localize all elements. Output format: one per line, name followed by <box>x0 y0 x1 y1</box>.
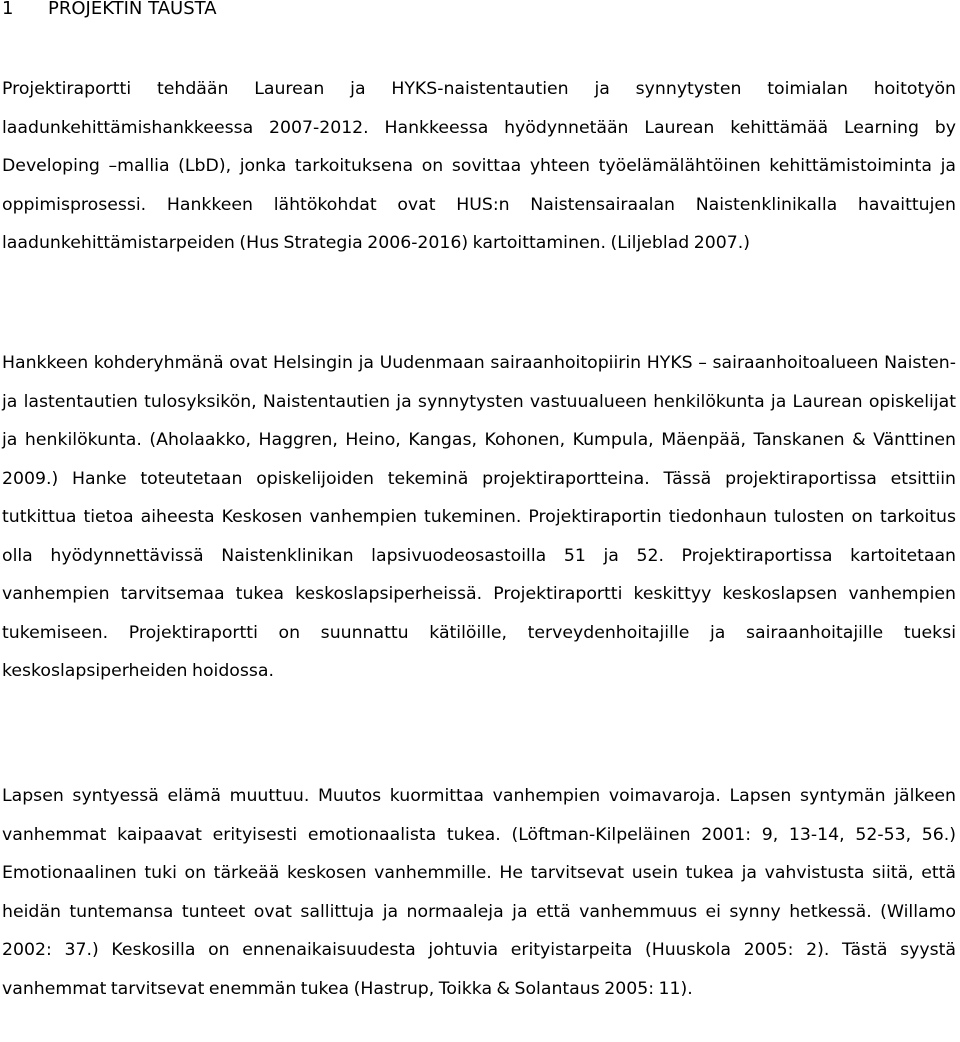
section-number: 1 <box>2 0 14 19</box>
section-title: PROJEKTIN TAUSTA <box>48 0 217 19</box>
paragraph-target-group: Hankkeen kohderyhmänä ovat Helsingin ja Uudenmaan sairaanhoitopiirin HYKS – sairaanhoitoalueen Naisten- ja lastentautien tulosyksikön, Naistentautien ja synnytysten vastuualueen henkilökunta ja Laurean opiskelijat ja henkilökunta. (Aholaakko, Haggren, Heino, Kangas, Kohonen, Kumpula, Mäenpää, Tanskanen & Vänttinen 2009.) Hanke toteutetaan opiskelijoiden tekeminä projektiraportteina. Tässä projektiraportissa etsittiin tutkittua tietoa aiheesta Keskosen vanhempien tukeminen. Projektiraportin tiedonhaun tulosten on tarkoitus olla hyödynnettävissä Naistenklinikan lapsivuodeosastoilla 51 ja 52. Projektiraportissa kartoitetaan vanhempien tarvitsemaa tukea keskoslapsiperheissä. Projektiraportti keskittyy keskoslapsen vanhempien tukemiseen. Projektiraportti on suunnattu kätilöille, terveydenhoitajille ja sairaanhoitajille tueksi keskoslapsiperheiden hoidossa. <box>2 353 956 681</box>
paragraph-project-background: Projektiraportti tehdään Laurean ja HYKS-naistentautien ja synnytysten toimialan hoitotyön laadunkehittämishankkeessa 2007-2012. Hankkeessa hyödynnetään Laurean kehittämää Learning by Developing –mallia (LbD), jonka tarkoituksena on sovittaa yhteen työelämälähtöinen kehittämistoiminta ja oppimisprosessi. Hankkeen lähtökohdat ovat HUS:n Naistensairaalan Naistenklinikalla havaittujen laadunkehittämistarpeiden (Hus Strategia 2006-2016) kartoittaminen. (Liljeblad 2007.) <box>2 79 956 253</box>
paragraph-parent-support: Lapsen syntyessä elämä muuttuu. Muutos kuormittaa vanhempien voimavaroja. Lapsen syntymän jälkeen vanhemmat kaipaavat erityisesti emotionaalista tukea. (Löftman-Kilpeläinen 2001: 9, 13-14, 52-53, 56.) Emotionaalinen tuki on tärkeää keskosen vanhemmille. He tarvitsevat usein tukea ja vahvistusta siitä, että heidän tuntemansa tunteet ovat sallittuja ja normaaleja ja että vanhemmuus ei synny hetkessä. (Willamo 2002: 37.) Keskosilla on ennenaikaisuudesta johtuvia erityistarpeita (Huuskola 2005: 2). Tästä syystä vanhemmat tarvitsevat enemmän tukea (Hastrup, Toikka & Solantaus 2005: 11). <box>2 786 956 999</box>
section-heading <box>2 0 217 24</box>
